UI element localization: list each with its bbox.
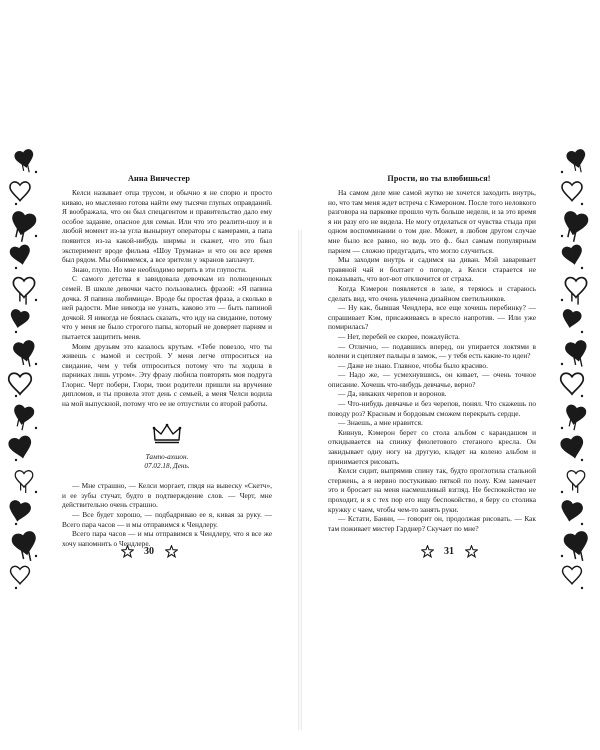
signature-date: 07.02.18, День. (144, 462, 190, 471)
page-footer (4, 545, 294, 558)
paragraph: — Мне страшно, — Келси моргает, глядя на вывеску «Скетч», и ее зубы стучат, будто в подтверждение слов. — Черт, мне действительно очень страшно. (62, 481, 272, 510)
star-icon (165, 545, 178, 558)
paragraph: — Да, никаких черепов и воронов. (338, 389, 447, 399)
running-head: Анна Винчестер (128, 174, 190, 183)
paragraph: Келси сидит, выпрямив спину так, будто проглотила стальной стержень, а я нервно постукиваю пяткой по полу. Кэм замечает это и бросает на меня насмешливый взгляд. Не беспокойство не проходит, и я с тех пор его ищу беспокойство, я беру со столика кружку с чаем, чтобы чем-то занять руки. (328, 466, 536, 514)
paragraph: — Даже не знаю. Главное, чтобы было красиво. (338, 360, 488, 370)
book-gutter (298, 230, 302, 730)
paragraph: — Знаешь, а мне нравится. (338, 418, 423, 428)
paragraph: — Отлично, — подавшись вперед, он упирается локтями в колени и сцепляет пальцы в замок, — у тебя есть какие-то идеи? (328, 341, 536, 361)
paragraph: Кивнув, Кэмерон берет со стола альбом с карандашом и откидывается на спинку фиолетового стеганого кресла. Он закидывает одну ногу на другую, кладет на колено альбом и принимается рисовать. (328, 427, 536, 466)
star-icon (121, 545, 134, 558)
paragraph: — Надо же, — усмехнувшись, он кивает, — очень точное описание. Хочешь что-нибудь девчачье, верно? (328, 370, 536, 389)
running-head: Прости, но ты влюбишься! (387, 174, 491, 183)
paragraph: Келси называет отца трусом, и обычно я не спорю и просто киваю, но мысленно готова найти ему тысячи глупых оправданий. Я воображала, что он был спецагентом и правительство дало ему особое задание, опасное для семьи. Или что это реалити-шоу и в любой момент из-за угла вынырнут операторы с камерами, а папа появится из-за какой-нибудь ширмы и скажет, что это был эксперимент вроде фильма «Шоу Трумана» и что он все время был рядом. Мы обнимемся, а все зрители у экранов заплачут. (62, 188, 272, 265)
heart-border-icon (6, 138, 42, 608)
heart-border-icon (556, 138, 592, 608)
page-body (328, 188, 536, 533)
diary-signature (62, 453, 272, 471)
paragraph: — Нет, перебей ее скорее, пожалуйста. (338, 331, 460, 341)
signature-line: Тампо-ахшон. (145, 453, 189, 462)
book-spread (0, 112, 600, 632)
paragraph: — Кстати, Банни, — говорит он, продолжая рисовать. — Как там поживает мистер Гарднер? Скучает по мне? (328, 514, 536, 533)
page-number: 30 (144, 546, 154, 557)
paragraph: С самого детства я завидовала девочкам из полноценных семей. В школе девочки часто пользовались фразой: «Я папина дочка. Я папина любимица». Вроде бы простая фраза, а сколько в ней радости. Мне никогда не узнать, каково это — быть папиной дочкой. Я никогда не боялась сказать, что иду на свидание, потому что у меня не было строгого папы, который не доверяет парням и пытается защитить меня. (62, 274, 272, 341)
paragraph: Мы заходим внутрь и садимся на диван. Мэй заваривает травяной чай и болтает о погоде, а Келси старается не показывать, что вот-вот отключится от страха. (328, 255, 536, 284)
star-icon (465, 545, 478, 558)
crown-icon (62, 423, 272, 448)
paragraph: — Все будет хорошо, — подбадриваю ее я, кивая за руку. — Всего пара часов — и мы отправимся к Чендлеру. (62, 510, 272, 529)
page-body (62, 188, 272, 548)
paragraph: На самом деле мне самой жутко не хочется заходить внутрь, но, что там меня ждет встреча с Кэмероном. После того неловкого разговора на парковке прошло чуть больше недели, и за это время я ни разу его не видела. Не могу отделаться от чувства стыда при одном воспоминании о том дне. Может, в любом другом случае мне было все равно, но ведь это ф.. был самым популярным парнем — сложно предугадать, что могло случиться. (328, 188, 536, 255)
paragraph: — Что-нибудь девчачье и без черепов, понял. Что скажешь по поводу роз? Красным и бордовым сможем перекрыть сердце. (328, 399, 536, 418)
page-footer (304, 545, 594, 558)
paragraph: — Ну как, бывшая Чендлера, все еще хочешь перебинку? — спрашивает Кэм, присаживаясь в кресло напротив. — Или уже помирилась? (328, 303, 536, 332)
right-page (304, 112, 594, 632)
star-icon (421, 545, 434, 558)
page-number: 31 (444, 546, 454, 557)
left-page (4, 112, 294, 632)
paragraph: Всего пара часов — и мы отправимся к Чендлеру, что я все же хочу напомнить о Чендлере. (62, 529, 272, 548)
paragraph: Моим друзьям это казалось крутым. «Тебе повезло, что ты живешь с мамой и сестрой. У меня легче отпроситься на свидание, чем у тебя отпроситься потому что ты ходила в парниках лишь утром». Эту фразу любила повторять моя подруга Глорис. Черт побери, Глори, твои родители пришли на вручение дипломов, и ты провела этот день с семьей, а меня Челси водила на мой выпускной, потому что ее не отпустили со второй работы. (62, 341, 272, 409)
paragraph: Знаю, глупо. Но мне необходимо верить в эти глупости. (72, 264, 247, 274)
paragraph: Когда Кэмерон появляется в зале, я теряюсь и стараюсь сделать вид, что очень увлечена дизайном светильников. (328, 283, 536, 303)
